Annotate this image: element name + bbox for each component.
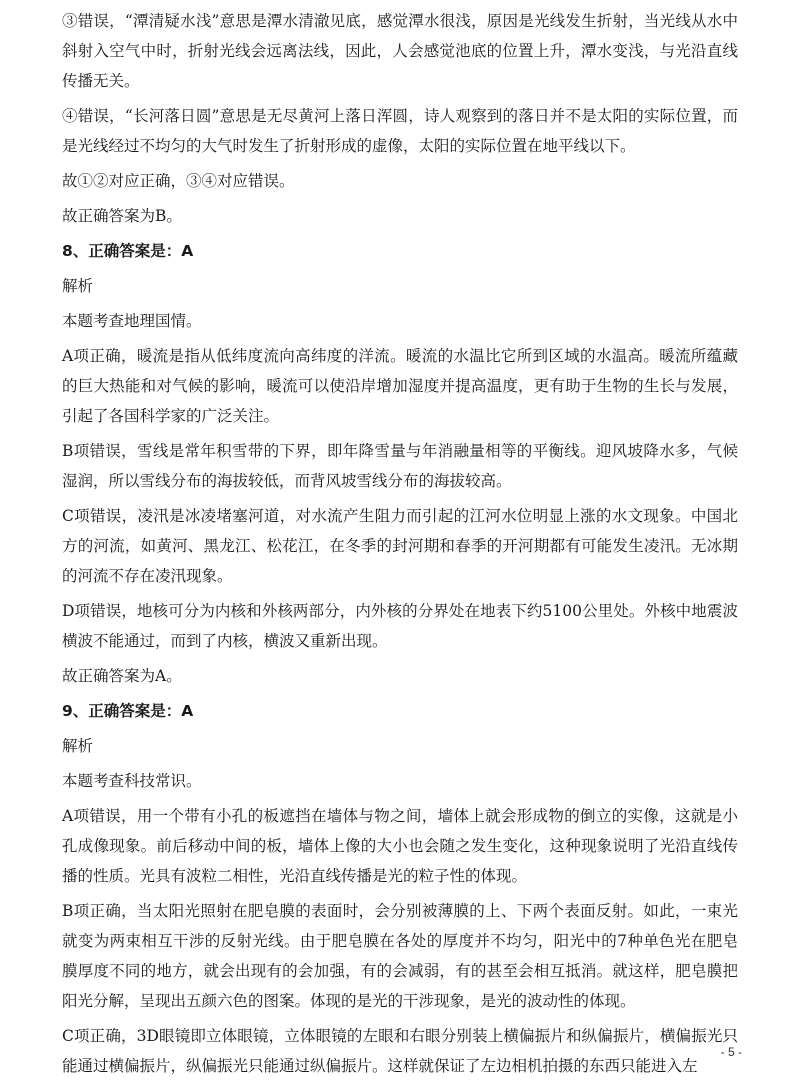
paragraph: 故正确答案为B。 bbox=[62, 207, 182, 225]
paragraph: D项错误，地核可分为内核和外核两部分，内外核的分界处在地表下约5100公里处。外核中地震波横波不能通过，而到了内核，横波又重新出现。 bbox=[62, 602, 738, 650]
paragraph: C项错误，凌汛是冰凌堵塞河道，对水流产生阻力而引起的江河水位明显上涨的水文现象。中国北方的河流，如黄河、黑龙江、松花江，在冬季的封河期和春季的开河期都有可能发生凌汛。无冰期的河流不存在凌汛现象。 bbox=[62, 507, 738, 585]
paragraph: B项正确，当太阳光照射在肥皂膜的表面时，会分别被薄膜的上、下两个表面反射。如此，一束光就变为两束相互干涉的反射光线。由于肥皂膜在各处的厚度并不均匀，阳光中的7种单色光在肥皂膜厚度不同的地方，就会出现有的会加强，有的会减弱，有的甚至会相互抵消。就这样，肥皂膜把阳光分解，呈现出五颜六色的图案。体现的是光的干涉现象，是光的波动性的体现。 bbox=[62, 902, 738, 1010]
paragraph: 故正确答案为A。 bbox=[62, 667, 182, 685]
paragraph: A项正确，暖流是指从低纬度流向高纬度的洋流。暖流的水温比它所到区域的水温高。暖流所蕴藏的巨大热能和对气候的影响，暖流可以使沿岸增加湿度并提高温度，更有助于生物的生长与发展，引起了各国科学家的广泛关注。 bbox=[62, 347, 738, 425]
paragraph: 解析 bbox=[62, 737, 94, 755]
paragraph: C项正确，3D眼镜即立体眼镜，立体眼镜的左眼和右眼分别装上横偏振片和纵偏振片，横偏振光只能通过横偏振片，纵偏振光只能通过纵偏振片。这样就保证了左边相机拍摄的东西只能进入左 bbox=[62, 1027, 738, 1075]
paragraph: 解析 bbox=[62, 277, 94, 295]
page-number: - 5 - bbox=[720, 1045, 742, 1059]
paragraph: 本题考查地理国情。 bbox=[62, 312, 202, 330]
answer-heading: 9、正确答案是：A bbox=[62, 702, 194, 720]
paragraph: 本题考查科技常识。 bbox=[62, 772, 202, 790]
paragraph: A项错误，用一个带有小孔的板遮挡在墙体与物之间，墙体上就会形成物的倒立的实像，这就是小孔成像现象。前后移动中间的板，墙体上像的大小也会随之发生变化，这种现象说明了光沿直线传播的性质。光具有波粒二相性，光沿直线传播是光的粒子性的体现。 bbox=[62, 807, 738, 885]
paragraph: ③错误，“潭清疑水浅”意思是潭水清澈见底，感觉潭水很浅，原因是光线发生折射，当光线从水中斜射入空气中时，折射光线会远离法线，因此，人会感觉池底的位置上升，潭水变浅，与光沿直线传播无关。 bbox=[62, 12, 738, 90]
document-body bbox=[62, 6, 738, 1081]
answer-heading: 8、正确答案是：A bbox=[62, 242, 194, 260]
paragraph: B项错误，雪线是常年积雪带的下界，即年降雪量与年消融量相等的平衡线。迎风坡降水多，气候湿润，所以雪线分布的海拔较低，而背风坡雪线分布的海拔较高。 bbox=[62, 442, 738, 490]
paragraph: 故①②对应正确，③④对应错误。 bbox=[62, 172, 295, 190]
paragraph: ④错误，“长河落日圆”意思是无尽黄河上落日浑圆，诗人观察到的落日并不是太阳的实际位置，而是光线经过不均匀的大气时发生了折射形成的虚像，太阳的实际位置在地平线以下。 bbox=[62, 107, 738, 155]
